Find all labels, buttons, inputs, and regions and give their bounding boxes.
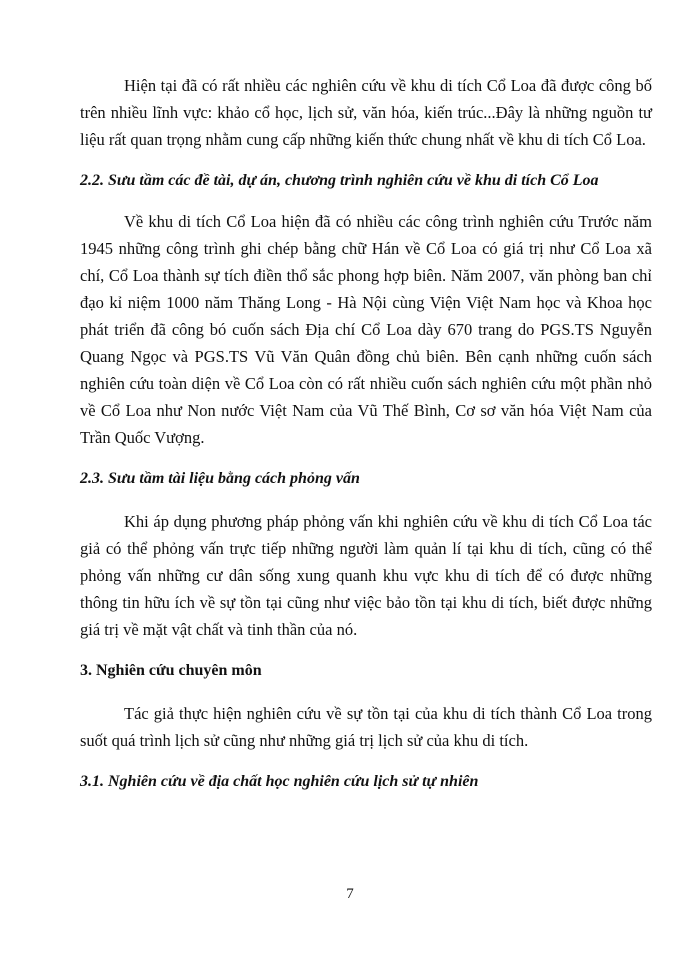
- page-body: [80, 72, 652, 795]
- heading-3: 3. Nghiên cứu chuyên môn: [80, 662, 262, 679]
- paragraph-specialized-research: Tác giả thực hiện nghiên cứu về sự tồn tại của khu di tích thành Cổ Loa trong suốt quá trình lịch sử cũng như những giá trị lịch sử của khu di tích.: [80, 704, 652, 750]
- paragraph-research-works: Về khu di tích Cổ Loa hiện đã có nhiều các công trình nghiên cứu Trước năm 1945 những công trình ghi chép bằng chữ Hán về Cổ Loa có giá trị như Cổ Loa xã chí, Cổ Loa thành sự tích điền thổ sắc phong hợp biên. Năm 2007, văn phòng ban chỉ đạo kỉ niệm 1000 năm Thăng Long - Hà Nội cùng Viện Việt Nam học và Khoa học phát triển đã công bó cuốn sách Địa chí Cổ Loa dày 670 trang do PGS.TS Nguyễn Quang Ngọc và PGS.TS Vũ Văn Quân đồng chủ biên. Bên cạnh những cuốn sách nghiên cứu toàn diện về Cổ Loa còn có rất nhiều cuốn sách nghiên cứu một phần nhỏ về Cổ Loa như Non nước Việt Nam của Vũ Thế Bình, Cơ sơ văn hóa Việt Nam của Trần Quốc Vượng.: [80, 212, 652, 447]
- heading-2-2: 2.2. Sưu tầm các đề tài, dự án, chương trình nghiên cứu về khu di tích Cổ Loa: [80, 172, 599, 189]
- paragraph-intro: Hiện tại đã có rất nhiều các nghiên cứu về khu di tích Cổ Loa đã được công bố trên nhiều lĩnh vực: khảo cổ học, lịch sử, văn hóa, kiến trúc...Đây là những nguồn tư liệu rất quan trọng nhằm cung cấp những kiến thức chung nhất về khu di tích Cổ Loa.: [80, 76, 652, 149]
- paragraph-interview: Khi áp dụng phương pháp phỏng vấn khi nghiên cứu về khu di tích Cổ Loa tác giả có thể phỏng vấn trực tiếp những người làm quản lí tại khu di tích, cũng có thể phỏng vấn những cư dân sống xung quanh khu vực khu di tích để có được những thông tin hữu ích về sự tồn tại cũng như việc bảo tồn tại khu di tích, biết được những giá trị về mặt vật chất và tinh thần của nó.: [80, 512, 652, 639]
- heading-3-1: 3.1. Nghiên cứu về địa chất học nghiên cứu lịch sử tự nhiên: [80, 773, 479, 790]
- page-number: 7: [346, 886, 354, 902]
- heading-2-3: 2.3. Sưu tầm tài liệu bằng cách phỏng vấn: [80, 470, 360, 487]
